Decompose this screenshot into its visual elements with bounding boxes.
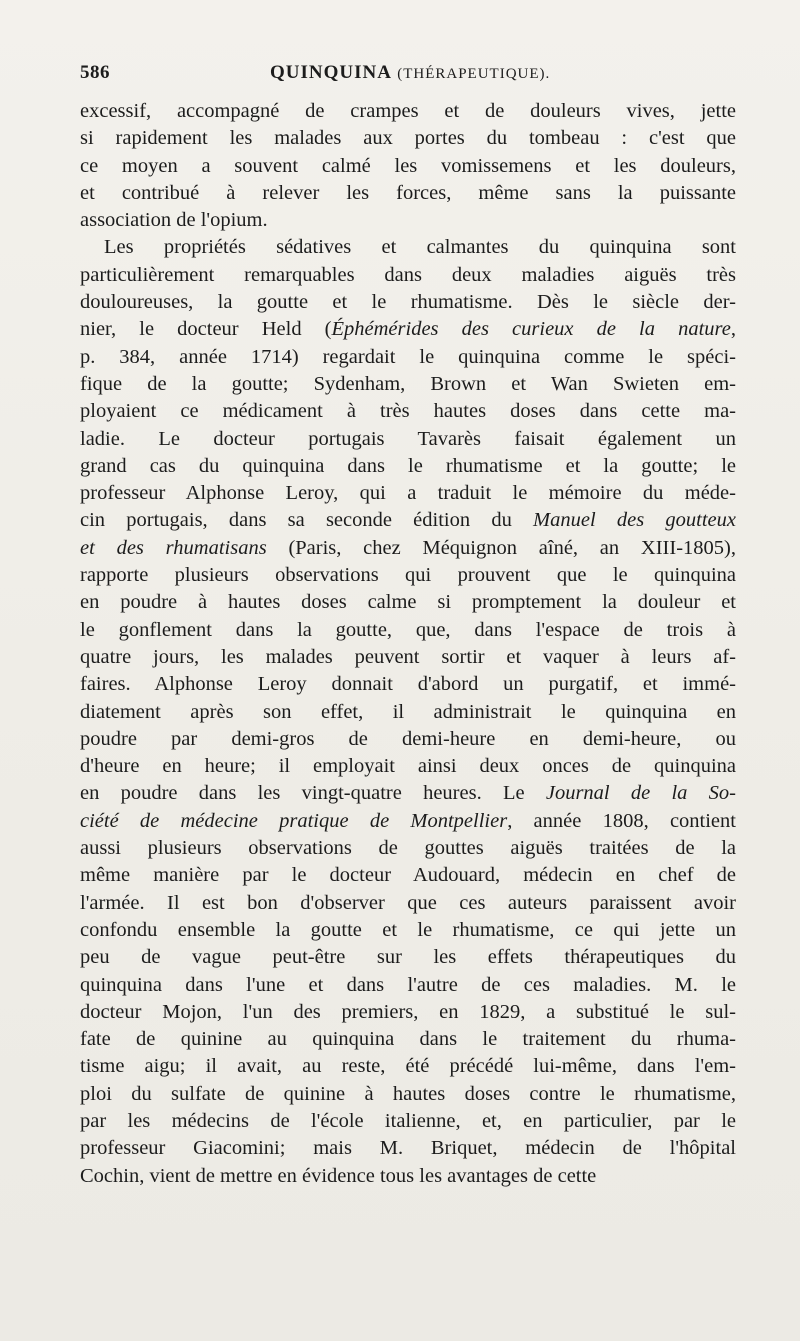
page-header <box>80 62 740 92</box>
text-line: quinquina dans l'une et dans l'autre de ces maladies. M. le <box>80 973 736 996</box>
page-number: 586 <box>80 62 110 83</box>
italic-title: Éphémérides des curieux de la nature <box>331 318 731 341</box>
text-line: par les médecins de l'école italienne, et, en particulier, par le <box>80 1109 736 1132</box>
text-segment: , <box>730 318 736 341</box>
text-line: l'armée. Il est bon d'observer que ces auteurs paraissent avoir <box>80 891 736 914</box>
text-line: diatement après son effet, il administrait le quinquina en <box>80 700 736 723</box>
text-segment: , année 1808, contient <box>507 809 736 832</box>
text-line <box>80 808 736 835</box>
text-segment: cin portugais, dans sa seconde édition du <box>80 509 534 532</box>
text-line: excessif, accompagné de crampes et de douleurs vives, jette <box>80 100 736 122</box>
text-line: ploi du sulfate de quinine à hautes doses contre le rhumatisme, <box>80 1082 736 1105</box>
text-segment: (Paris, chez Méquignon aîné, an XIII-1805), <box>266 536 736 559</box>
text-line: douloureuses, la goutte et le rhumatisme. Dès le siècle der- <box>80 291 736 314</box>
text-line: p. 384, année 1714) regardait le quinquina comme le spéci- <box>80 345 736 368</box>
text-line: ployaient ce médicament à très hautes doses dans cette ma- <box>80 400 736 423</box>
text-line: professeur Alphonse Leroy, qui a traduit le mémoire du méde- <box>80 482 736 505</box>
text-line <box>80 535 736 562</box>
body-text <box>80 98 736 1190</box>
text-line: faires. Alphonse Leroy donnait d'abord un purgatif, et immé- <box>80 673 736 696</box>
text-line: Les propriétés sédatives et calmantes du quinquina sont <box>104 236 736 259</box>
text-line: si rapidement les malades aux portes du tombeau : c'est que <box>80 127 736 150</box>
text-line: aussi plusieurs observations de gouttes aiguës traitées de la <box>80 837 736 860</box>
italic-title: Manuel des goutteux <box>533 509 736 532</box>
italic-title: Journal de la So- <box>545 782 736 805</box>
text-line: quatre jours, les malades peuvent sortir et vaquer à leurs af- <box>80 645 736 668</box>
text-line: tisme aigu; il avait, au reste, été précédé lui-même, dans l'em- <box>80 1055 736 1078</box>
text-line: d'heure en heure; il employait ainsi deux onces de quinquina <box>80 755 736 778</box>
italic-title: ciété de médecine pratique de Montpellier <box>80 809 508 832</box>
text-line: association de l'opium. <box>80 209 268 232</box>
text-line: et contribué à relever les forces, même sans la puissante <box>80 181 736 204</box>
text-line: rapporte plusieurs observations qui prouvent que le quinquina <box>80 564 736 587</box>
text-line: même manière par le docteur Audouard, médecin en chef de <box>80 864 736 887</box>
text-line: poudre par demi-gros de demi-heure en demi-heure, ou <box>80 727 736 750</box>
text-line: fique de la goutte; Sydenham, Brown et Wan Swieten em- <box>80 372 736 395</box>
text-line: le gonflement dans la goutte, que, dans l'espace de trois à <box>80 618 736 641</box>
text-line: en poudre à hautes doses calme si promptement la douleur et <box>80 591 736 614</box>
running-head <box>270 62 550 84</box>
text-segment: nier, le docteur Held ( <box>80 318 332 341</box>
text-line: peu de vague peut-être sur les effets thérapeutiques du <box>80 946 736 969</box>
text-segment: en poudre dans les vingt-quatre heures. Le <box>80 782 546 805</box>
running-head-title: QUINQUINA <box>270 62 392 83</box>
text-line: professeur Giacomini; mais M. Briquet, médecin de l'hôpital <box>80 1137 736 1160</box>
text-line: ce moyen a souvent calmé les vomissemens et les douleurs, <box>80 154 736 177</box>
text-line <box>80 780 736 807</box>
italic-title: et des rhumatisans <box>80 536 267 559</box>
text-line: fate de quinine au quinquina dans le traitement du rhuma- <box>80 1028 736 1051</box>
text-line: docteur Mojon, l'un des premiers, en 1829, a substitué le sul- <box>80 1000 736 1023</box>
text-line: Cochin, vient de mettre en évidence tous les avantages de cette <box>80 1164 597 1187</box>
running-head-subtitle: (THÉRAPEUTIQUE). <box>397 66 551 82</box>
text-line: confondu ensemble la goutte et le rhumatisme, ce qui jette un <box>80 918 736 941</box>
text-line: ladie. Le docteur portugais Tavarès faisait également un <box>80 427 736 450</box>
text-line <box>80 507 736 534</box>
text-line: grand cas du quinquina dans le rhumatisme et la goutte; le <box>80 454 736 477</box>
text-line: particulièrement remarquables dans deux maladies aiguës très <box>80 263 736 286</box>
text-line <box>80 316 736 343</box>
